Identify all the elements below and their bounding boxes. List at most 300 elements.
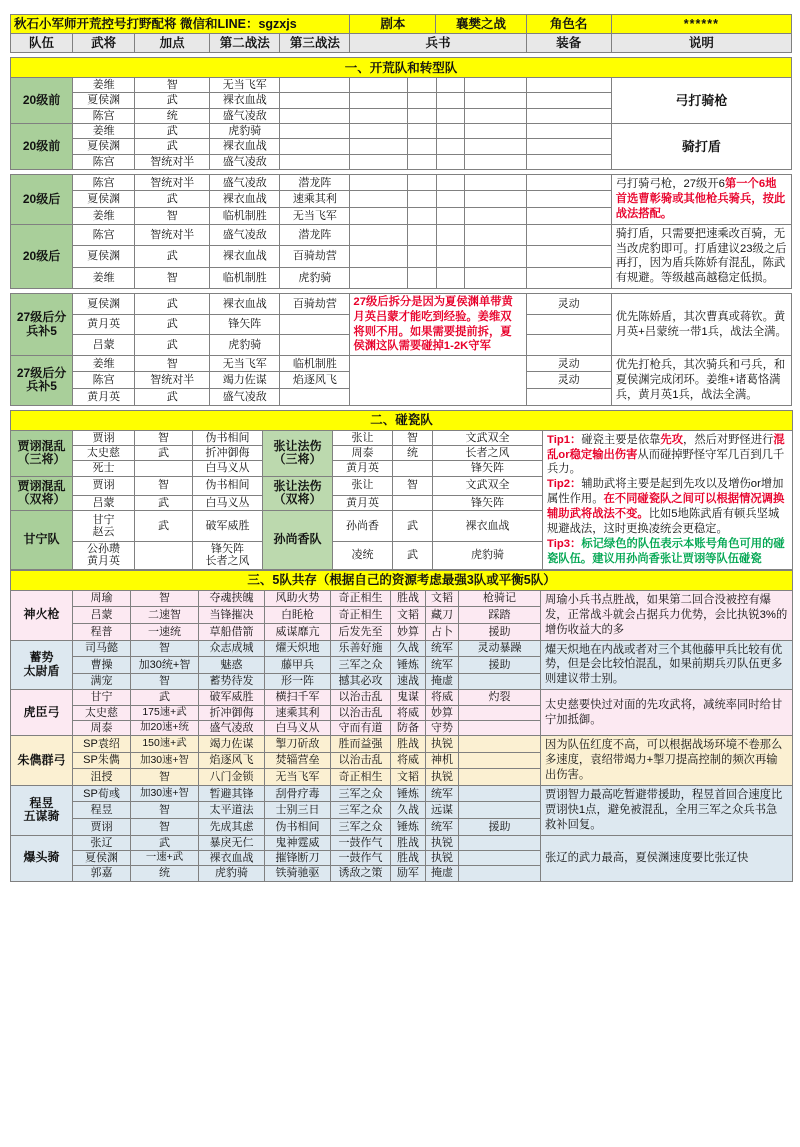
tactic2: 焰逐风飞: [199, 752, 265, 769]
tactic2: 暂避其锋: [199, 785, 265, 802]
tactic3: 藤甲兵: [265, 657, 331, 674]
points: 一速+武: [131, 850, 199, 865]
book2: [408, 174, 436, 191]
equip: [526, 93, 611, 108]
section-banner-3: [11, 570, 793, 590]
tactic: 文武双全: [433, 430, 543, 445]
book3: [436, 154, 464, 169]
tactic3: 百骑劫营: [280, 294, 350, 315]
book2: 鬼谋: [391, 690, 426, 705]
points: 智: [131, 769, 199, 786]
section-banner-2: [11, 410, 793, 430]
book3: 远谋: [426, 802, 459, 819]
tactic3: 横扫千军: [265, 690, 331, 705]
tip-text: 比如5地陈武盾有顿兵坚城规避战法，这时更换凌统会更稳定。: [547, 508, 780, 536]
general-name: 夏侯渊: [73, 850, 131, 865]
tactic2: 裸衣血战: [210, 246, 280, 268]
sheet-title-row: [11, 15, 792, 34]
tactic2: 裸衣血战: [199, 850, 265, 865]
book1: 乐善好施: [331, 640, 391, 657]
book4: [464, 267, 526, 289]
points: 智: [131, 802, 199, 819]
team-name: 朱儁群弓: [11, 736, 73, 786]
points: [135, 461, 193, 476]
general-name: 凌统: [333, 542, 393, 570]
desc: 燿天炽地在内战或者对三个其他藤甲兵比较有优势，但是会比较怕混乱，如果前期兵刃队伍更多则建议带士别。: [541, 640, 793, 690]
book3: [436, 224, 464, 246]
book4: [464, 246, 526, 268]
book2: [408, 93, 436, 108]
tactic2: 竭力佐谋: [210, 372, 280, 389]
book3: 执锐: [426, 835, 459, 850]
tactic2: 八门金锁: [199, 769, 265, 786]
tactic2: 临机制胜: [210, 208, 280, 225]
general-name: 程昱: [73, 802, 131, 819]
general-name: SP荀彧: [73, 785, 131, 802]
general-name: 张辽: [73, 835, 131, 850]
general-name: 程普: [73, 623, 131, 640]
tactic3: [280, 389, 350, 406]
tactic3: 燿天炽地: [265, 640, 331, 657]
desc: 骑打盾，只需要把速乘改百骑，无当改虎豹即可。打盾建议23级之后再打，因为盾兵陈娇有混乱，陈武有规避。等级越高越稳定低损。: [611, 224, 791, 289]
book1: 以治击乱: [331, 705, 391, 720]
desc: [611, 174, 791, 224]
tactic2: 无当飞军: [210, 355, 280, 372]
equip: 灵动: [526, 294, 611, 315]
equip: [526, 314, 611, 335]
script-value: 襄樊之战: [436, 15, 526, 34]
tip-text-green: 标记绿色的队伍表示本账号角色可用的碰瓷队伍。建议用孙尚香张让贾诩等队伍碰瓷: [547, 537, 785, 565]
general-name: 陈宫: [73, 174, 135, 191]
tactic3: 风助火势: [265, 590, 331, 607]
general-name: 司马懿: [73, 640, 131, 657]
tactic3: 白马义从: [265, 720, 331, 735]
equip: [459, 720, 541, 735]
book2: [408, 267, 436, 289]
team-name: [11, 785, 73, 835]
general-name: 吕蒙: [73, 607, 131, 624]
tactic-line: 锋矢阵 长者之风: [205, 543, 250, 568]
general-name: 黄月英: [333, 461, 393, 476]
points: 智: [135, 208, 210, 225]
equip: [526, 389, 611, 406]
points: [393, 495, 433, 510]
team-name: 27级后分兵补5: [11, 355, 73, 405]
desc-part-highlight: 第一个6地首选曹彰骑或其他枪兵骑兵，按此战法搭配。: [615, 177, 786, 220]
points: 武: [135, 389, 210, 406]
tactic: 伪书相间: [193, 476, 263, 495]
desc: 优先打枪兵，其次骑兵和弓兵，和夏侯渊完成闭环。姜维+诸葛恪满兵，黄月英1兵，战法全满。: [611, 355, 791, 405]
tactic2: 盛气凌敌: [210, 154, 280, 169]
points: 175速+武: [131, 705, 199, 720]
tactic: 裸衣血战: [433, 510, 543, 541]
book3: 执锐: [426, 850, 459, 865]
book4: [464, 123, 526, 138]
tactic2: 裸衣血战: [210, 93, 280, 108]
book2: 胜战: [391, 590, 426, 607]
book3: [436, 246, 464, 268]
book3: 统军: [426, 657, 459, 674]
book3: 执锐: [426, 769, 459, 786]
tactic2: 暴戾无仁: [199, 835, 265, 850]
desc: 太史慈要快过对面的先攻武将，减统率同时给甘宁加抵御。: [541, 690, 793, 736]
points: 加20速+统: [131, 720, 199, 735]
tactic3: 无当飞军: [280, 208, 350, 225]
general-name: 周瑜: [73, 590, 131, 607]
tactic2: 众志成城: [199, 640, 265, 657]
book3: [436, 108, 464, 123]
tip-text: 碰瓷主要是依靠: [581, 433, 661, 446]
points: 智: [135, 430, 193, 445]
book3: [436, 93, 464, 108]
split-note: 27级后拆分是因为夏侯渊单带黄月英吕蒙才能吃到经验。姜维双将则不用。如果需要提前拆，夏侯渊这队需要碰掉1-2K守军: [350, 294, 526, 356]
book3: 藏刀: [426, 607, 459, 624]
col-general: 武将: [73, 34, 135, 53]
equip: 援助: [459, 819, 541, 836]
book2: 文韬: [391, 607, 426, 624]
book1: 三军之众: [331, 657, 391, 674]
tip-text-hl: 先攻: [660, 433, 684, 446]
tactic3: 威谋靡亢: [265, 623, 331, 640]
col-team: 队伍: [11, 34, 73, 53]
tactic3: 速乘其利: [265, 705, 331, 720]
points: 武: [135, 191, 210, 208]
points: 武: [135, 294, 210, 315]
book4: [464, 208, 526, 225]
book3: 文韬: [426, 590, 459, 607]
book3: [436, 78, 464, 93]
tactic2: 盛气凌敌: [210, 389, 280, 406]
team-name: 20级后: [11, 224, 73, 289]
tactic3: [280, 335, 350, 356]
book3: [436, 267, 464, 289]
equip: [526, 224, 611, 246]
points: 武: [135, 335, 210, 356]
col-tactic2: 第二战法: [210, 34, 280, 53]
general-name: 郭嘉: [73, 866, 131, 881]
book2: [408, 224, 436, 246]
col-equip: 装备: [526, 34, 611, 53]
team-name: 20级前: [11, 78, 73, 124]
book3: [436, 123, 464, 138]
points: 加30统+智: [131, 657, 199, 674]
tip-3: [547, 537, 788, 567]
role-label: 角色名: [526, 15, 611, 34]
equip: 灼裂: [459, 690, 541, 705]
tactic3: [280, 154, 350, 169]
team-name: 20级前: [11, 123, 73, 169]
team-name-left: 贾诩混乱（双将）: [11, 476, 73, 510]
book3: [436, 174, 464, 191]
equip: [459, 850, 541, 865]
tip-text: 辅助武将主要是起到先攻以及增伤or增加属性作用。: [547, 478, 784, 506]
book1: [350, 191, 408, 208]
general-name: 周泰: [333, 445, 393, 460]
tip-key: Tip1：: [547, 433, 582, 446]
book1: 奇正相生: [331, 769, 391, 786]
book3: 占卜: [426, 623, 459, 640]
general-name: 黄月英: [333, 495, 393, 510]
tactic3: 伪书相间: [265, 819, 331, 836]
points: 统: [135, 108, 210, 123]
book4: [464, 78, 526, 93]
general-name: 张让: [333, 430, 393, 445]
book1: [350, 93, 408, 108]
book2: 文韬: [391, 769, 426, 786]
section-banner-1: [11, 58, 792, 78]
equip: 援助: [459, 623, 541, 640]
tactic2: 夺魂挟魄: [199, 590, 265, 607]
tactic3: 形一阵: [265, 673, 331, 690]
team-name: [11, 640, 73, 690]
book2: 将威: [391, 705, 426, 720]
general-name: 陈宫: [73, 372, 135, 389]
book1: [350, 224, 408, 246]
book1: 诱敌之策: [331, 866, 391, 881]
book3: 妙算: [426, 705, 459, 720]
equip: 踩踏: [459, 607, 541, 624]
general-name: 姜维: [73, 208, 135, 225]
book1: 后发先至: [331, 623, 391, 640]
team-name: 虎臣弓: [11, 690, 73, 736]
header-table: [10, 14, 792, 53]
book1: 守而有道: [331, 720, 391, 735]
equip: 灵动暴躁: [459, 640, 541, 657]
book2: 励军: [391, 866, 426, 881]
section-title: 一、开荒队和转型队: [11, 58, 792, 78]
general-line: 甘宁 赵云: [92, 513, 115, 538]
book4: [464, 93, 526, 108]
book2: 速战: [391, 673, 426, 690]
book3: 统军: [426, 785, 459, 802]
team-name: 爆头骑: [11, 835, 73, 881]
book2: [408, 154, 436, 169]
tactic: 锋矢阵: [433, 461, 543, 476]
tactic3: 鬼神霆威: [265, 835, 331, 850]
book1: [350, 139, 408, 154]
tip-1: [547, 433, 788, 478]
tactic: 文武双全: [433, 476, 543, 495]
book3: 将威: [426, 690, 459, 705]
tip-text-hl: 混乱or稳定输出伤害: [547, 433, 785, 461]
book2: 妙算: [391, 623, 426, 640]
general-name: 沮授: [73, 769, 131, 786]
book-merged: [350, 355, 526, 405]
general-name: 夏侯渊: [73, 93, 135, 108]
tactic: 破军威胜: [193, 510, 263, 541]
team-name-left: 贾诩混乱（三将）: [11, 430, 73, 476]
section1-table: [10, 57, 792, 410]
desc: 骑打盾: [611, 123, 791, 169]
book3: [436, 208, 464, 225]
general-name: 张让: [333, 476, 393, 495]
book1: 奇正相生: [331, 607, 391, 624]
general-name: 吕蒙: [73, 335, 135, 356]
general-name: 夏侯渊: [73, 294, 135, 315]
points: 统: [131, 866, 199, 881]
points: 武: [135, 445, 193, 460]
desc-part-plain: 弓打骑弓枪，27级开6: [615, 177, 725, 190]
points: 武: [135, 495, 193, 510]
section3-table: [10, 570, 793, 882]
book2: 胜战: [391, 850, 426, 865]
tip-2: [547, 477, 788, 537]
tactic2: 虎豹骑: [199, 866, 265, 881]
points: 智: [135, 78, 210, 93]
points: 智: [135, 476, 193, 495]
tactic2: 裸衣血战: [210, 139, 280, 154]
book3: 统军: [426, 640, 459, 657]
team-name-right: 张让法伤（三将）: [263, 430, 333, 476]
book4: [464, 191, 526, 208]
tip-text: 从而碰掉野怪守军几百到几千兵力。: [547, 448, 785, 476]
tactic3: 掣刀斫敌: [265, 736, 331, 753]
general-name: 贾诩: [73, 430, 135, 445]
book4: [464, 139, 526, 154]
equip: [459, 866, 541, 881]
tactic2: 临机制胜: [210, 267, 280, 289]
book1: 撼其必攻: [331, 673, 391, 690]
equip: [526, 78, 611, 93]
points: 智统对半: [135, 154, 210, 169]
general-name: 曹操: [73, 657, 131, 674]
desc: 贾诩智力最高吃暂避带援助，程昱首回合速度比贾诩快1点，避免被混乱，全用三军之众兵书急救补回复。: [541, 785, 793, 835]
tactic3: [280, 314, 350, 335]
tactic3: 临机制胜: [280, 355, 350, 372]
book1: 三军之众: [331, 785, 391, 802]
equip: 灵动: [526, 372, 611, 389]
book2: 锤炼: [391, 657, 426, 674]
points: 智: [135, 355, 210, 372]
equip: [526, 139, 611, 154]
points: 150速+武: [131, 736, 199, 753]
equip: [526, 208, 611, 225]
team-name-left: 甘宁队: [11, 510, 73, 569]
tactic3: [280, 93, 350, 108]
book2: 久战: [391, 640, 426, 657]
desc: 优先陈娇盾，其次曹真或蒋钦。黄月英+吕蒙统一带1兵，战法全满。: [611, 294, 791, 356]
general-name: 姜维: [73, 123, 135, 138]
points: 智统对半: [135, 372, 210, 389]
book2: [408, 246, 436, 268]
equip: [526, 191, 611, 208]
general-name: 吕蒙: [73, 495, 135, 510]
desc: 因为队伍红度不高，可以根据战场环境不卷那么多速度，袁绍带竭力+掣刀提高控制的频次再输出伤害。: [541, 736, 793, 786]
book1: [350, 246, 408, 268]
book2: 胜战: [391, 835, 426, 850]
book4: [464, 108, 526, 123]
section2-table: [10, 410, 793, 570]
tactic3: 白眊枪: [265, 607, 331, 624]
tactic2: 盛气凌敌: [199, 720, 265, 735]
equip: [526, 335, 611, 356]
book1: [350, 123, 408, 138]
tip-key: Tip2：: [547, 478, 582, 491]
general-name: 满宠: [73, 673, 131, 690]
book1: [350, 208, 408, 225]
team-name: 27级后分兵补5: [11, 294, 73, 356]
points: 智: [135, 267, 210, 289]
tactic2: 锋矢阵: [210, 314, 280, 335]
equip: [526, 154, 611, 169]
book1: [350, 108, 408, 123]
book3: 执锐: [426, 736, 459, 753]
tactic3: [280, 78, 350, 93]
general-name: 贾诩: [73, 476, 135, 495]
tactic2: 当锋摧决: [199, 607, 265, 624]
equip: [459, 736, 541, 753]
equip: 枪骑记: [459, 590, 541, 607]
col-book: 兵书: [350, 34, 526, 53]
book2: 防备: [391, 720, 426, 735]
points: 加30速+智: [131, 785, 199, 802]
book1: [350, 154, 408, 169]
points: 智: [131, 590, 199, 607]
book4: [464, 224, 526, 246]
general-name: 陈宫: [73, 224, 135, 246]
points: 智: [131, 819, 199, 836]
general-name: 贾诩: [73, 819, 131, 836]
book1: [350, 78, 408, 93]
general-name: [73, 510, 135, 541]
points: 二速智: [131, 607, 199, 624]
points: 武: [135, 314, 210, 335]
points: 一速统: [131, 623, 199, 640]
general-name: 夏侯渊: [73, 246, 135, 268]
book1: 三军之众: [331, 819, 391, 836]
points: 武: [135, 246, 210, 268]
role-value: ******: [611, 15, 791, 34]
tactic: 白马义从: [193, 461, 263, 476]
book3: 掩虚: [426, 673, 459, 690]
book1: 以治击乱: [331, 690, 391, 705]
tactic: 锋矢阵: [433, 495, 543, 510]
general-name: 陈宫: [73, 154, 135, 169]
tactic2: 裸衣血战: [210, 294, 280, 315]
general-name: 夏侯渊: [73, 139, 135, 154]
general-name: 姜维: [73, 78, 135, 93]
book3: 守势: [426, 720, 459, 735]
points: 武: [393, 542, 433, 570]
section-title: 三、5队共存（根据自己的资源考虑最强3队或平衡5队）: [11, 570, 793, 590]
book1: 三军之众: [331, 802, 391, 819]
tactic: [193, 542, 263, 570]
points: 统: [393, 445, 433, 460]
tactic2: 太平道法: [199, 802, 265, 819]
tactic3: 铁骑驰驱: [265, 866, 331, 881]
book2: [408, 78, 436, 93]
general-name: 黄月英: [73, 314, 135, 335]
tactic3: 潜龙阵: [280, 174, 350, 191]
book2: [408, 108, 436, 123]
points: 智: [131, 673, 199, 690]
book1: 以治击乱: [331, 752, 391, 769]
tactic2: 虎豹骑: [210, 123, 280, 138]
equip: [526, 108, 611, 123]
points: 智: [393, 476, 433, 495]
desc: 弓打骑枪: [611, 78, 791, 124]
book4: [464, 174, 526, 191]
tactic2: 魅惑: [199, 657, 265, 674]
col-points: 加点: [135, 34, 210, 53]
tactic3: 百骑劫营: [280, 246, 350, 268]
team-name-right: 张让法伤（双将）: [263, 476, 333, 510]
book2: [408, 191, 436, 208]
tactic2: 虎豹骑: [210, 335, 280, 356]
team-name: 神火枪: [11, 590, 73, 640]
equip: [526, 123, 611, 138]
tip-text-hl: 在不同碰瓷队之间可以根据情况调换辅助武将战法不变。: [547, 493, 785, 521]
